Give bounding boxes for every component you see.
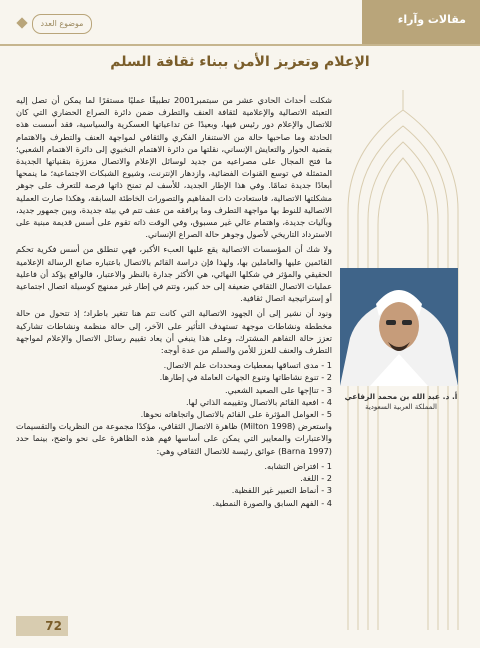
article-title: الإعلام وتعزيز الأمن ببناء ثقافة السلم xyxy=(110,54,370,70)
list-item: 5 - العوامل المؤثرة على القائم بالاتصال واتجاهاته نحوها. xyxy=(140,409,332,420)
paragraph: ولا شك أن المؤسسات الاتصالية يقع عليها العبء الأكبر، فهي تنطلق من أسس فكرية تحكم القائمين عليها والعاملين بها، ولهذا فإن دراسة القائم بالاتصال باعتباره صانع الرسالة الإعلامية الحقيقي والمؤثر في شكلها النهائي، هي الأكثر جدارة بالنظر والاعتبار، فالواقع يؤكد أن فاعلية عمليات الاتصال الثقافي ضعيفة إلى حد كبير، وتتم في إطار غير ممنهج كوسيلة اتصال اجتماعية أو إستراتيجية اتصال ثقافية. xyxy=(16,244,332,304)
paragraph: ونود أن نشير إلى أن الجهود الاتصالية التي كانت تتم هنا تتغير باطراد؛ إذ تتحول من حالة مخططة ونشاطات موجهة تستهدف التأثير على الآخر، إلى حالة منظمة ونشاطات تشاركية تعزز حالة التفاهم المشترك، وعلى هذا ينبغي أن يعاد تقييم رسائل الاتصال والإعلام لمواجهة التطرف والعنف للعزز للأمن والسلم من عدة أوجه: xyxy=(16,308,332,356)
list-item: 2 - تنوع نشاطاتها وتنوع الجهات العاملة في إطارها. xyxy=(159,372,332,383)
list-item: 3 - تناإجها على الصعيد الشعبي. xyxy=(225,384,332,395)
article-body xyxy=(16,94,332,604)
author-photo xyxy=(340,268,458,386)
paragraph: واستعرض (Milton 1998) ظاهرة الاتصال الثقافي، مؤكدًا مجموعة من النظريات والتقسيمات والاعتبارات والمعايير التي يمكن على أساسها فهم هذه الظاهرة على نحو واضح، بينما حدد (Barna 1997) عوائق رئيسة للاتصال الثقافي وهي: xyxy=(16,421,332,456)
list-item: 4 - افعية القائم بالاتصال وتقييمه الذاتي لها. xyxy=(185,396,332,407)
paragraph: شكلت أحداث الحادي عشر من سبتمبر2001 تطبيقًا عمليًا مستقرًا لما يمكن أن تصل إليه التعبئة الاتصالية والإعلامية لثقافة العنف والتطرف ضمن دائرة الصراع الحضاري التي كان للاتصال والإعلام دور رئيس فيها، وبعيدًا عن تداعياتها العسكرية والسياسية، فقد أسست هذه الحادثة وما صاحبها حالة من الاستنفار الفكري والثقافي لمواجهة العنف والتطرف والاهتمام بقضية الحوار والتعايش الإنساني، نقلتها من دائرة الاهتمام النخبوي إلى دائرة الاهتمام الشعبي؛ ما فتح المجال على مصراعيه من جديد لوسائل الإعلام والاتصال معززة بتقنياتها الجديدة المتمثلة في توسع القنوات الفضائية، وازدهار الإنترنت، وشيوع الشبكات الاجتماعية؛ ما ينمحها أبعادًا جديدة تمامًا. وفي هذا الإطار الجديد، للأسف لم تمنح ذاتها فرصة للتعرف على جوهر مشكلتها الاتصالية، فاستعادت ذات المفاهيم والتصورات الخاطئة السابقة، وهكذا صارت العملية الاتصالية للنوط بها مواجهة التطرف وما يرافقه من عنف تتم في بيئة جديدة، وبين جمهور جديد، وبآليات جديدة، واهتمام عالي غير مسبوق، وفي الوقت ذاته تقوم على أسس قديمة مبنية على الاسترداد التاريخي لأصول وجوهر حالة الصراع الإنساني. xyxy=(16,95,332,240)
issue-topic-pill: موضوع العدد xyxy=(32,14,92,34)
section-tab-label: مقالات وآراء xyxy=(397,13,466,26)
page-number-box xyxy=(16,616,68,636)
section-tab xyxy=(362,0,480,44)
list-item: 2 - اللغة. xyxy=(300,473,332,484)
author-name: أ. د. عبد الله بن محمد الرفاعي xyxy=(344,392,458,401)
page-number: 72 xyxy=(45,619,62,633)
author-caption xyxy=(336,392,466,411)
diamond-icon xyxy=(16,17,27,28)
header-rule xyxy=(0,44,480,46)
author-affiliation: المملكة العربية السعودية xyxy=(365,403,437,411)
list-item: 1 - مدى اتساقها بمعطيات ومحددات علم الاتصال. xyxy=(163,360,332,371)
list-item: 3 - أنماط التعبير غير اللفظية. xyxy=(231,485,332,496)
list-item: 4 - الفهم السابق والصورة النمطية. xyxy=(212,497,332,508)
list-item: 1 - افتراض التشابه. xyxy=(264,460,332,471)
